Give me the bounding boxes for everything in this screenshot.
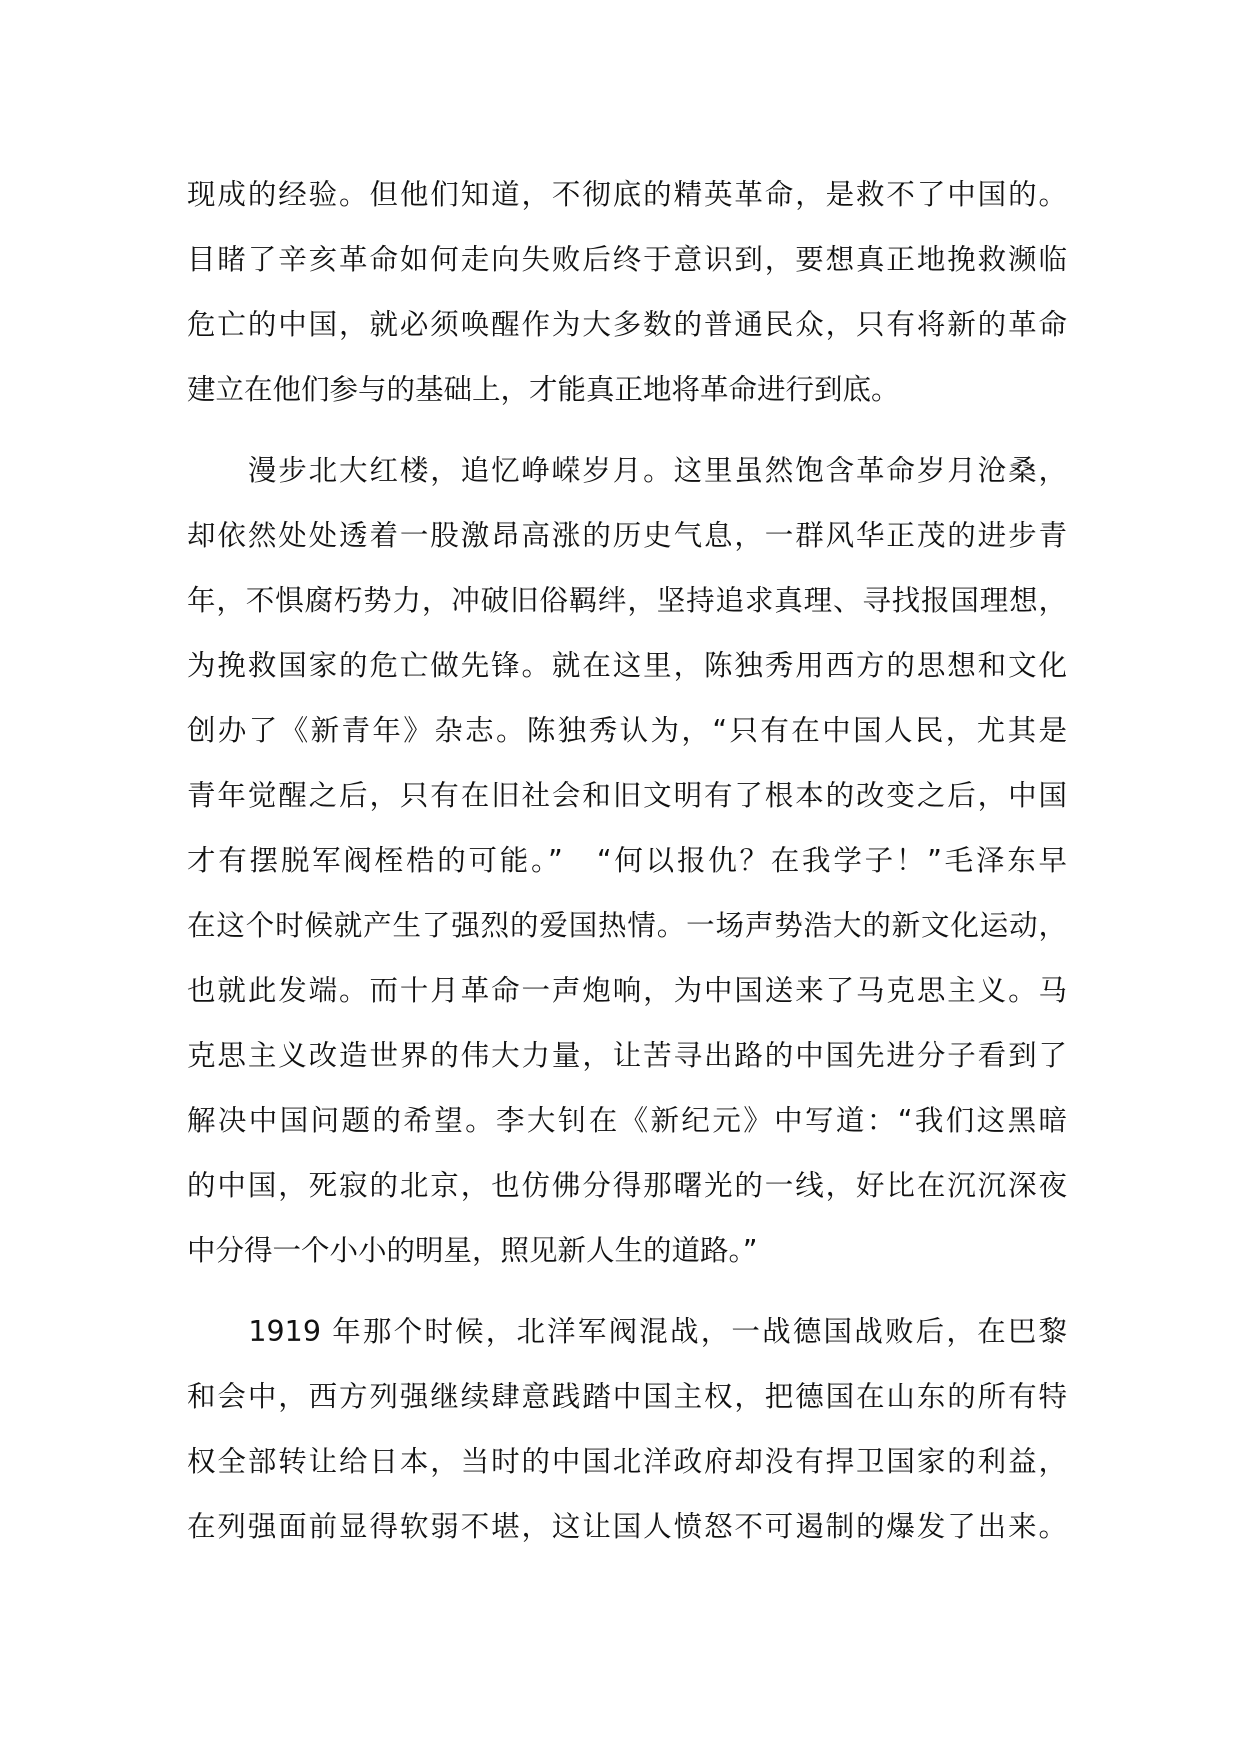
text-line: 的中国，死寂的北京，也仿佛分得那曙光的一线，好比在沉沉深夜 bbox=[187, 1169, 1067, 1202]
text-line: 在列强面前显得软弱不堪，这让国人愤怒不可遏制的爆发了出来。 bbox=[187, 1510, 1067, 1543]
text-line: 和会中，西方列强继续肆意践踏中国主权，把德国在山东的所有特 bbox=[187, 1380, 1067, 1413]
text-line: 中分得一个小小的明星，照见新人生的道路。” bbox=[187, 1234, 758, 1267]
text-line: 年，不惧腐朽势力，冲破旧俗羁绊，坚持追求真理、寻找报国理想， bbox=[187, 584, 1067, 617]
text-line: 权全部转让给日本，当时的中国北洋政府却没有捍卫国家的利益， bbox=[187, 1445, 1067, 1478]
text-line: 漫步北大红楼，追忆峥嵘岁月。这里虽然饱含革命岁月沧桑， bbox=[187, 454, 1067, 487]
text-line: 才有摆脱军阀桎梏的可能。” “何以报仇？在我学子！”毛泽东早 bbox=[187, 844, 1067, 877]
text-line: 却依然处处透着一股激昂高涨的历史气息，一群风华正茂的进步青 bbox=[187, 519, 1067, 552]
text-line: 青年觉醒之后，只有在旧社会和旧文明有了根本的改变之后，中国 bbox=[187, 779, 1067, 812]
text-line: 克思主义改造世界的伟大力量，让苦寻出路的中国先进分子看到了 bbox=[187, 1039, 1067, 1072]
text-line: 1919 年那个时候，北洋军阀混战，一战德国战败后，在巴黎 bbox=[187, 1315, 1067, 1348]
text-line: 现成的经验。但他们知道，不彻底的精英革命，是救不了中国的。 bbox=[187, 178, 1067, 211]
text-line: 解决中国问题的希望。李大钊在《新纪元》中写道：“我们这黑暗 bbox=[187, 1104, 1067, 1137]
text-line: 也就此发端。而十月革命一声炮响，为中国送来了马克思主义。马 bbox=[187, 974, 1067, 1007]
text-line: 建立在他们参与的基础上，才能真正地将革命进行到底。 bbox=[187, 373, 900, 406]
text-line: 为挽救国家的危亡做先锋。就在这里，陈独秀用西方的思想和文化 bbox=[187, 649, 1067, 682]
text-line: 危亡的中国，就必须唤醒作为大多数的普通民众，只有将新的革命 bbox=[187, 308, 1067, 341]
text-line: 创办了《新青年》杂志。陈独秀认为，“只有在中国人民，尤其是 bbox=[187, 714, 1067, 747]
text-line: 在这个时候就产生了强烈的爱国热情。一场声势浩大的新文化运动， bbox=[187, 909, 1067, 942]
text-line: 目睹了辛亥革命如何走向失败后终于意识到，要想真正地挽救濒临 bbox=[187, 243, 1067, 276]
